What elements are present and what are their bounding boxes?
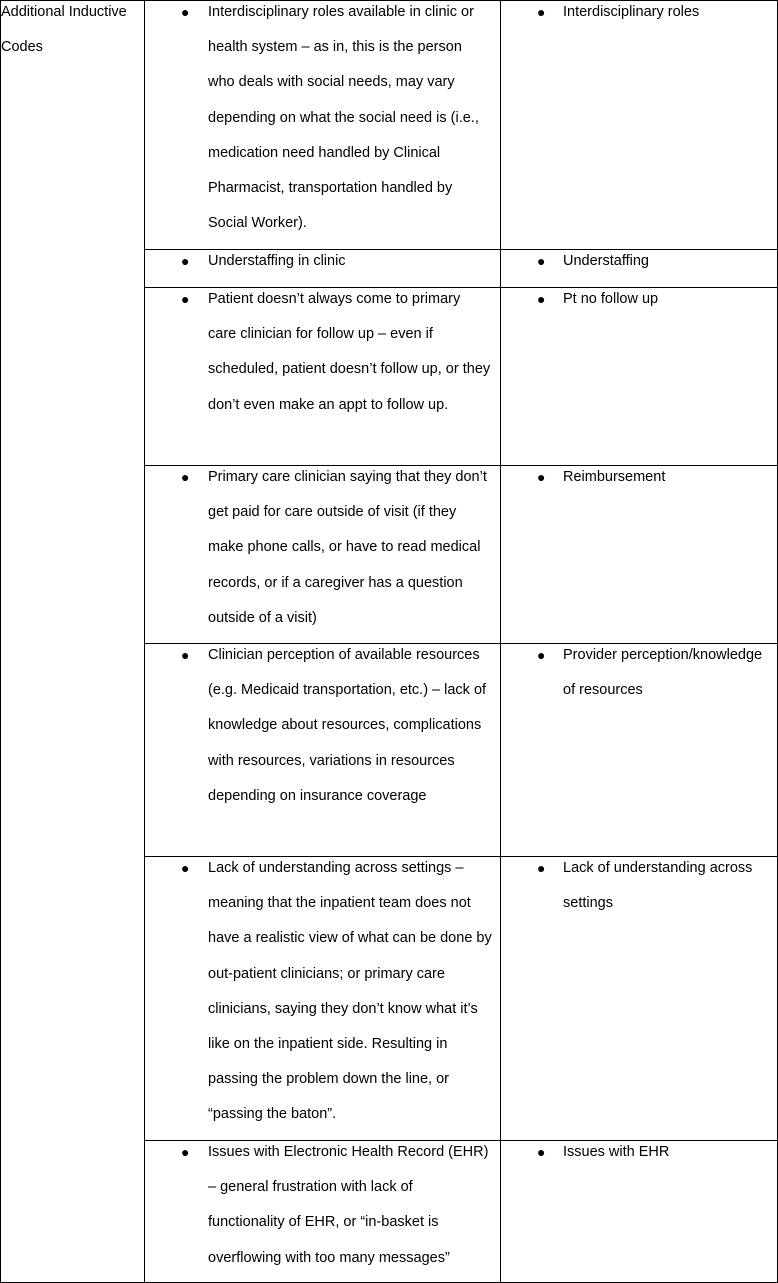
code-cell xyxy=(501,288,778,466)
bullet-icon: ● xyxy=(537,4,546,20)
description-text: Clinician perception of available resources (e.g. Medicaid transportation, etc.) – lack of knowledge about resources, complications with resources, variations in resources depending on insurance coverage xyxy=(208,647,487,804)
bullet-icon: ● xyxy=(181,291,190,307)
bullet-icon: ● xyxy=(181,253,190,269)
code-cell xyxy=(501,1,778,250)
code-cell xyxy=(501,466,778,644)
bullet-icon: ● xyxy=(181,469,190,485)
description-text: Lack of understanding across settings – meaning that the inpatient team does not have a realistic view of what can be done by out-patient clinicians; or primary care clinicians, saying they don’t know what it’s like on the inpatient side. Resulting in passing the problem down the line, or “passing the baton”. xyxy=(208,860,492,1123)
bullet-icon: ● xyxy=(181,860,190,876)
code-cell xyxy=(501,857,778,1141)
section-label-cell xyxy=(1,1,145,1283)
code-cell xyxy=(501,644,778,857)
bullet-icon: ● xyxy=(537,469,546,485)
section-label: Additional Inductive Codes xyxy=(1,4,127,56)
code-text: Understaffing xyxy=(563,253,649,269)
table-row xyxy=(1,1,778,250)
description-text: Interdisciplinary roles available in clinic or health system – as in, this is the person who deals with social needs, may vary depending on what the social need is (i.e., medication need handled by Clinical Pharmacist, transportation handled by Social Worker). xyxy=(208,4,479,232)
description-cell xyxy=(145,466,501,644)
description-text: Primary care clinician saying that they don’t get paid for care outside of visit (if they make phone calls, or have to read medical records, or if a caregiver has a question outside of a visit) xyxy=(208,469,487,626)
bullet-icon: ● xyxy=(181,1144,190,1160)
bullet-icon: ● xyxy=(537,1144,546,1160)
description-cell xyxy=(145,1,501,250)
description-cell xyxy=(145,644,501,857)
description-cell xyxy=(145,288,501,466)
code-text: Lack of understanding across settings xyxy=(563,860,753,912)
description-text: Understaffing in clinic xyxy=(208,253,346,269)
bullet-icon: ● xyxy=(181,4,190,20)
description-text: Issues with Electronic Health Record (EHR) – general frustration with lack of functionality of EHR, or “in-basket is overflowing with too many messages” xyxy=(208,1144,489,1266)
code-text: Interdisciplinary roles xyxy=(563,4,700,20)
code-text: Reimbursement xyxy=(563,469,666,485)
bullet-icon: ● xyxy=(537,253,546,269)
code-text: Provider perception/knowledge of resources xyxy=(563,647,763,699)
code-text: Issues with EHR xyxy=(563,1144,670,1160)
bullet-icon: ● xyxy=(537,647,546,663)
description-cell xyxy=(145,857,501,1141)
bullet-icon: ● xyxy=(537,860,546,876)
bullet-icon: ● xyxy=(537,291,546,307)
description-cell xyxy=(145,1141,501,1283)
code-text: Pt no follow up xyxy=(563,291,659,307)
bullet-icon: ● xyxy=(181,647,190,663)
code-cell xyxy=(501,1141,778,1283)
description-text: Patient doesn’t always come to primary care clinician for follow up – even if scheduled, patient doesn’t follow up, or they don’t even make an appt to follow up. xyxy=(208,291,491,413)
